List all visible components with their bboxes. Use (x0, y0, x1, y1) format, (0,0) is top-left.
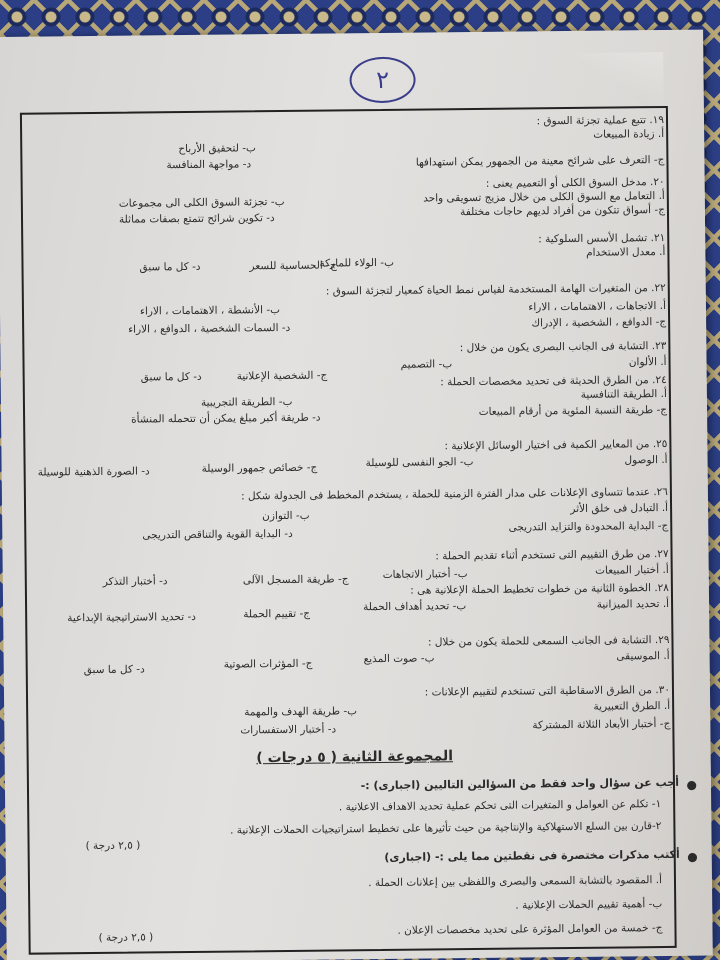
note-c: ج- خمسة من العوامل المؤثرة على تحديد مخصصات الإعلان . (397, 922, 663, 937)
mark-label-2: ( ٢,٥ درجة ) (98, 931, 154, 944)
option-c: ج- الحساسية للسعر (249, 259, 337, 273)
option-c: ج- أختبار الأبعاد الثلاثة المشتركة (532, 717, 671, 732)
question-stem: ٢٢. من المتغيرات الهامة المستخدمة لقياس نمط الحياة كمعيار لتجزئة السوق : (325, 281, 666, 298)
option-c: ج- أسواق تتكون من أفراد لديهم حاجات مختلفة (460, 203, 666, 219)
option-c: ج- المؤثرات الصوتية (223, 657, 313, 671)
question-stem: ٢٤. من الطرق الحديثة فى تحديد مخصصات الحملة : (440, 373, 667, 389)
option-b: ب- أختبار الاتجاهات (382, 568, 468, 581)
option-d: د- طريقة أكبر مبلغ يمكن أن تتحمله المنشأة (131, 411, 321, 426)
question-stem: ٣٠. من الطرق الاسقاطية التى تستخدم لتقييم الإعلانات : (424, 683, 671, 699)
option-a: أ. أختبار المبيعات (595, 563, 669, 577)
note-b: ب- أهمية تقييم الحملات الإعلانية . (515, 898, 663, 912)
option-b: ب- تجزئة السوق الكلى الى مجموعات (118, 195, 285, 210)
option-b: ب- الطريقة التجريبية (200, 395, 293, 409)
option-b: ب- لتحقيق الأرباح (178, 142, 256, 156)
option-d: د- كل ما سبق (83, 663, 145, 677)
mark-label-1: ( ٢,٥ درجة ) (85, 839, 141, 853)
bullet-icon: ● (687, 849, 698, 864)
essay-item-2: ٢-قارن بين السلع الاستهلاكية والإنتاجية من حيث تأثيرها على تخطيط استراتيجيات الحملات الإعلانية . (229, 820, 662, 837)
option-a: أ. الاتجاهات ، الاهتمامات ، الاراء (528, 299, 667, 314)
option-c: ج- البداية المحدودة والتزايد التدريجى (508, 519, 669, 534)
option-b: ب- الجو النفسى للوسيلة (365, 456, 474, 470)
question-stem: ٢٨. الخطوة الثانية من خطوات تخطيط الحملة الإعلانية هى : (410, 581, 669, 597)
option-d: د- مواجهة المنافسة (166, 158, 252, 172)
option-a: أ. الطرق التعبيرية (593, 699, 671, 713)
option-c: ج- خصائص جمهور الوسيلة (201, 461, 318, 475)
option-a: أ. الموسيقى (616, 649, 670, 663)
option-b: ب- تحديد أهداف الحملة (363, 600, 467, 614)
option-a: أ. زيادة المبيعات (593, 127, 665, 141)
question-stem: ٢٣. التشابة فى الجانب البصرى يكون من خلال : (459, 339, 667, 355)
note-a: أ. المقصود بالتشابة السمعى والبصرى واللفظى بين إعلانات الحملة . (368, 874, 663, 890)
option-c: ج- الشخصية الإعلانية (236, 369, 328, 383)
section-title: المجموعة الثانية ( ٥ درجات ) (256, 748, 454, 767)
option-b: ب- الولاء للماركة (319, 256, 395, 270)
option-b: ب- طريقة الهدف والمهمة (244, 705, 358, 719)
question-stem: ٢٩. التشابة فى الجانب السمعى للحملة يكون من خلال : (427, 633, 670, 649)
question-stem: ٢٦. عندما تتساوى الإعلانات على مدار الفترة الزمنية للحملة ، يستخدم المخطط فى الجدولة شكل : (241, 485, 668, 503)
option-d: د- تحديد الاستراتيجية الإبداعية (67, 610, 196, 625)
option-a: أ. التبادل فى خلق الأثر (570, 501, 669, 515)
bullet-icon: ● (686, 777, 698, 792)
option-a: أ. معدل الاستخدام (585, 245, 666, 259)
question-stem: ٢١. تشمل الأسس السلوكية : (538, 231, 666, 246)
option-a: أ. الألوان (628, 355, 667, 369)
question-stem: ١٩. تتبع عملية تجزئة السوق : (536, 113, 665, 128)
instruction-one: أجب عن سؤال واحد فقط من السؤالين التاليين (اجبارى) :- (360, 775, 680, 793)
question-stem: ٢٧. من طرق التقييم التى تستخدم أثناء تقديم الحملة : (435, 547, 669, 563)
option-b: ب- الأنشطة ، الاهتمامات ، الاراء (139, 304, 281, 318)
exam-page (0, 30, 713, 960)
option-d: د- أختبار التذكر (102, 575, 168, 588)
question-stem: ٢٥. من المعايير الكمية فى اختيار الوسائل الإعلانية : (444, 437, 668, 453)
option-c: ج- طريقة النسبة المئوية من أرقام المبيعات (478, 403, 668, 418)
option-b: ب- التوازن (262, 509, 310, 523)
option-d: د- أختبار الاستفسارات (240, 723, 337, 737)
option-b: ب- التصميم (400, 358, 453, 371)
option-c: ج- الدوافع ، الشخصية ، الإدراك (531, 315, 667, 330)
instruction-two: أكتب مذكرات مختصرة فى نقطتين مما يلى :- (اجبارى) (384, 847, 680, 864)
option-a: أ. تحديد الميزانية (596, 597, 670, 611)
option-d: د- كل ما سبق (139, 260, 201, 274)
option-d: د- البداية القوية والتناقص التدريجى (142, 527, 293, 542)
option-c: ج- طريقة المسجل الآلى (242, 573, 349, 587)
page-number: ٢ (349, 57, 415, 104)
option-a: أ. الوصول (624, 453, 668, 467)
question-stem: ٢٠. مدخل السوق الكلى أو التعميم يعنى : (485, 175, 665, 190)
essay-item-1: ١- تكلم عن العوامل و المتغيرات التى تحكم عملية تحديد الاهداف الاعلانية . (338, 798, 662, 814)
option-d: د- كل ما سبق (140, 370, 202, 384)
option-d: د- الصورة الذهنية للوسيلة (37, 465, 150, 479)
option-b: ب- صوت المذيع (363, 652, 435, 666)
option-c: ج- التعرف على شرائح معينة من الجمهور يمكن استهدافها (415, 153, 665, 169)
option-a: أ. التعامل مع السوق الكلى من خلال مزيج تسويقى واحد (423, 189, 665, 205)
option-d: د- السمات الشخصية ، الدوافع ، الاراء (128, 321, 291, 336)
option-c: ج- تقييم الحملة (243, 607, 311, 621)
option-d: د- تكوين شرائح تتمتع بصفات مماثلة (118, 212, 275, 226)
option-a: أ. الطريقة التنافسية (580, 387, 667, 401)
